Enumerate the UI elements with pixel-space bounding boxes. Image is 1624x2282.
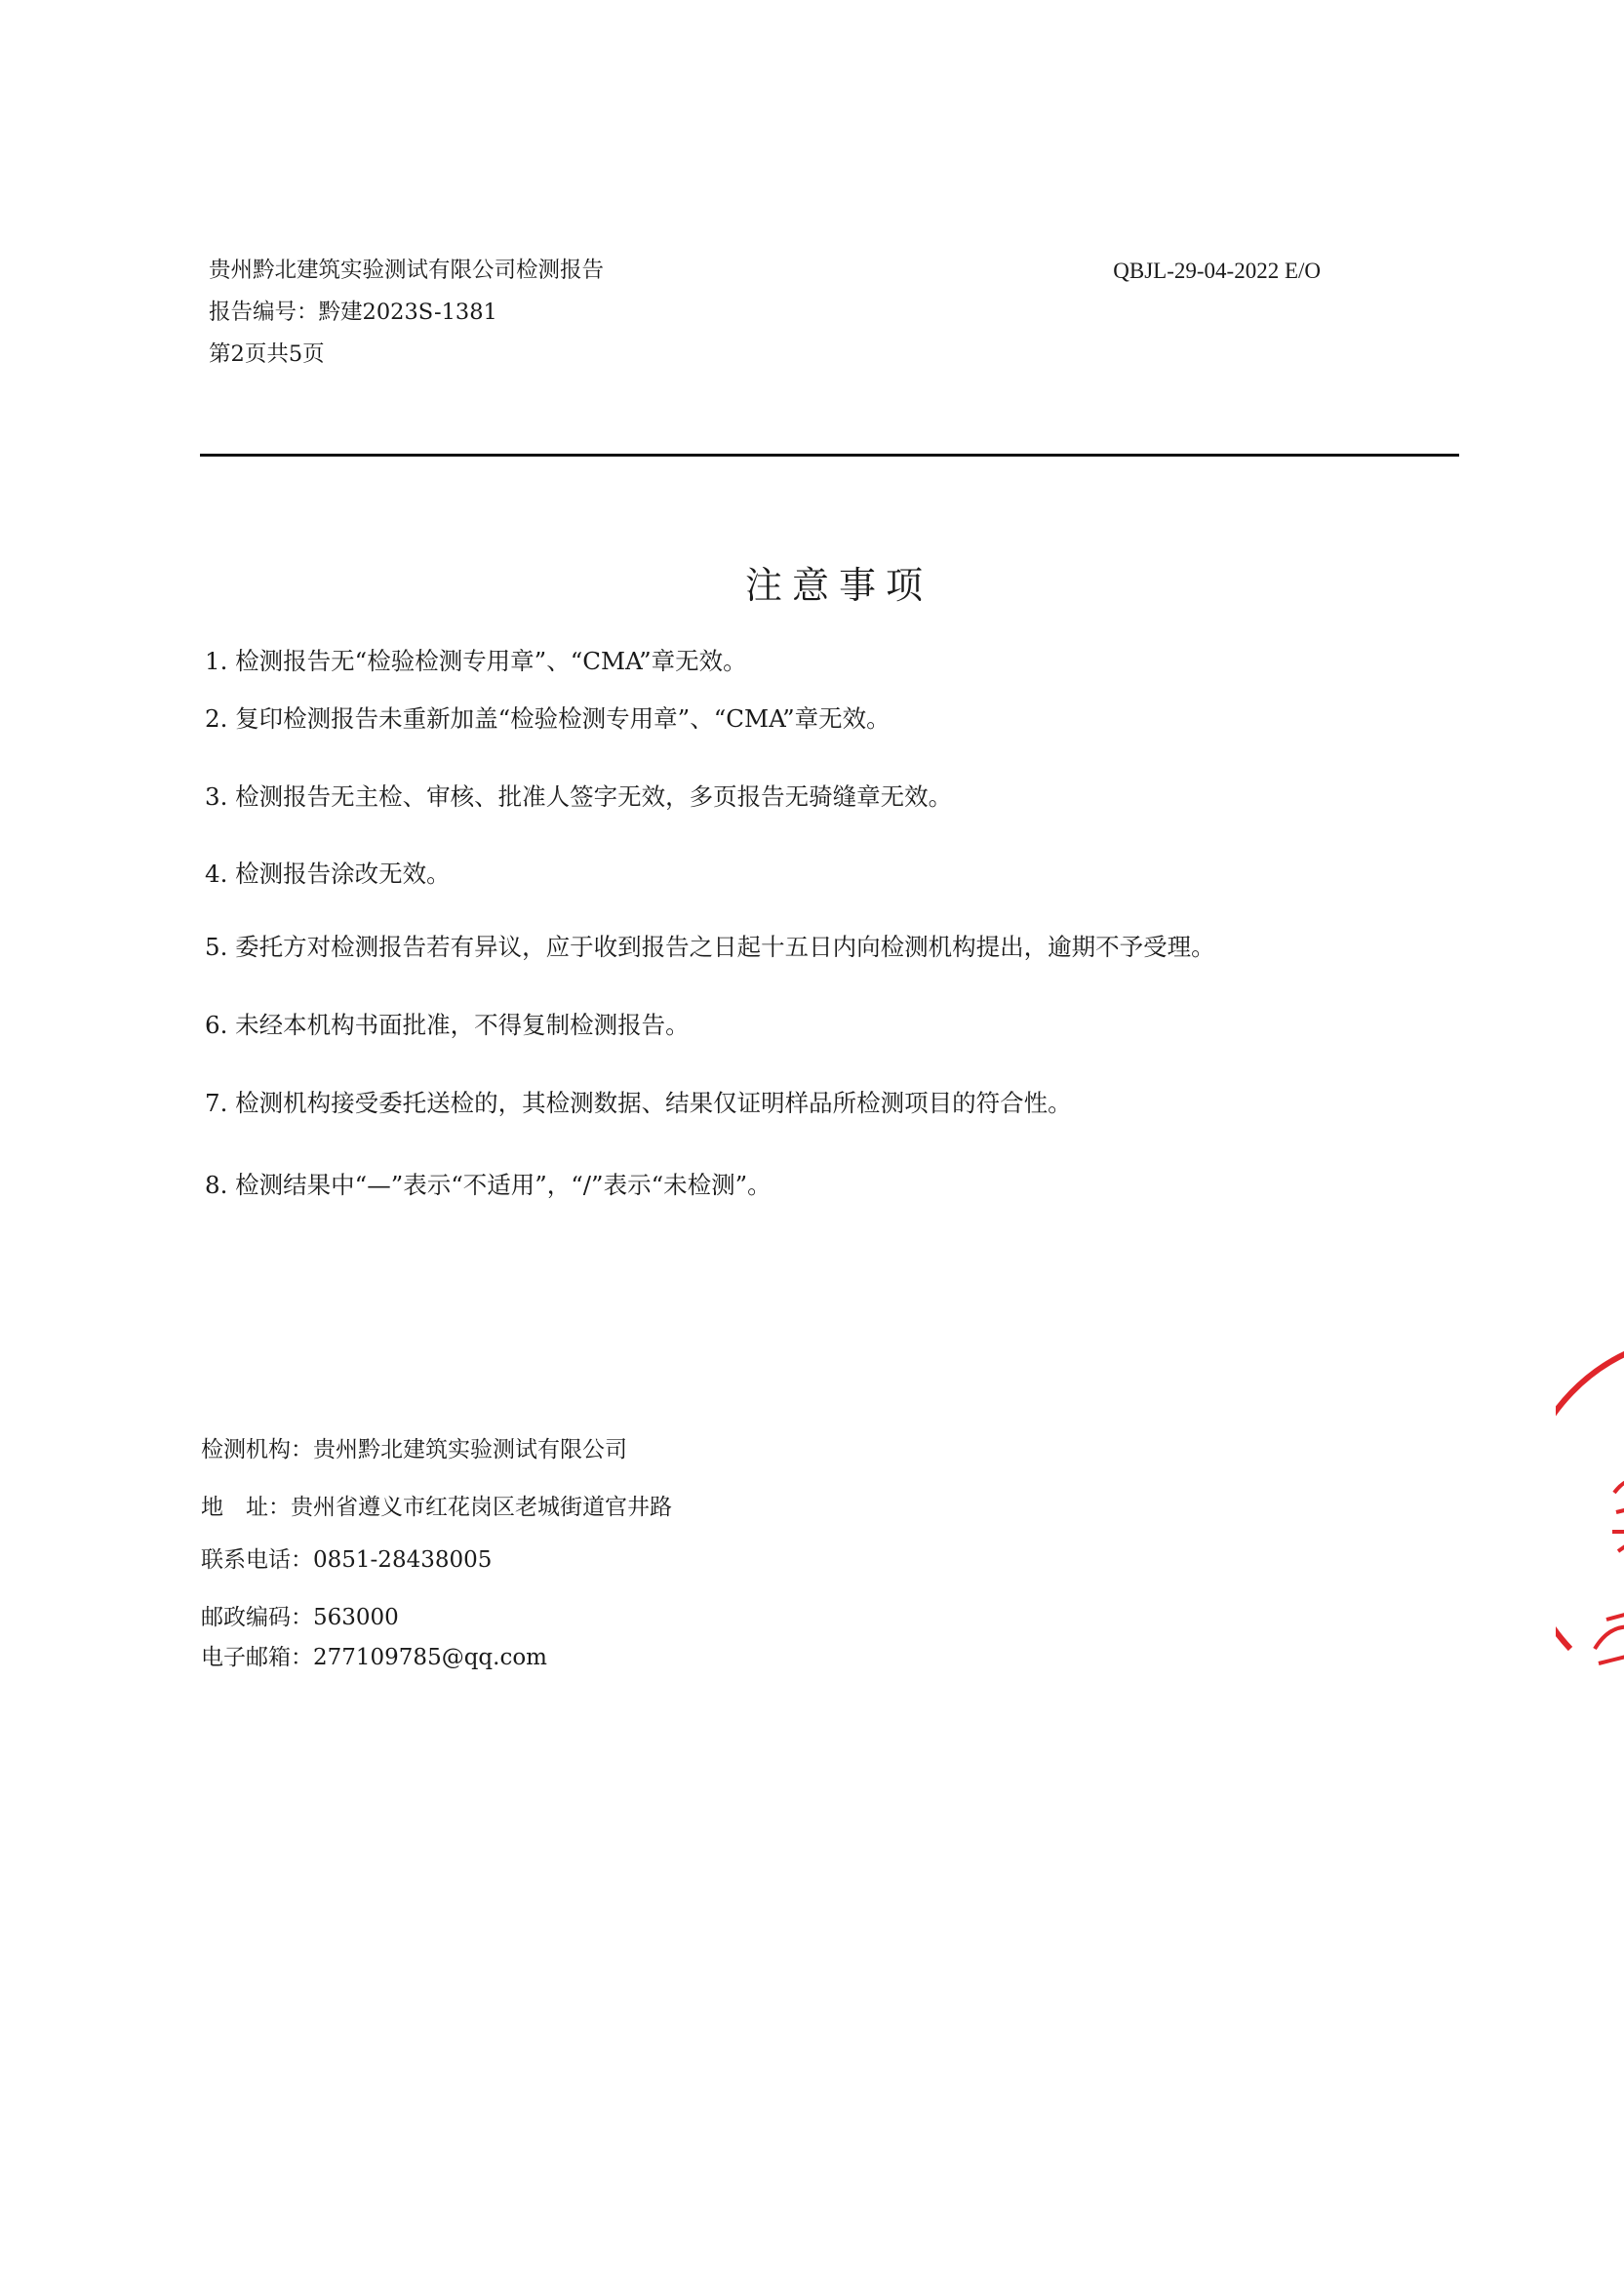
- notice-item: 2. 复印检测报告未重新加盖“检验检测专用章”、“CMA”章无效。: [205, 704, 891, 733]
- contact-postcode-label: 邮政编码：: [201, 1605, 313, 1630]
- seal-outer-ring: [1556, 1346, 1624, 1649]
- contact-email-value: 277109785@qq.com: [313, 1645, 547, 1670]
- notice-item: 7. 检测机构接受委托送检的，其检测数据、结果仅证明样品所检测项目的符合性。: [205, 1089, 1072, 1117]
- notice-item: 5. 委托方对检测报告若有异议，应于收到报告之日起十五日内向检测机构提出，逾期不予受理。: [205, 933, 1215, 961]
- contact-address: [201, 1491, 672, 1524]
- seal-shape: [1556, 1346, 1624, 1663]
- page-info: 第2页共5页: [209, 341, 325, 367]
- notice-item: 4. 检测报告涂改无效。: [205, 860, 451, 888]
- contact-org: [201, 1433, 627, 1466]
- contact-phone-value: 0851-28438005: [313, 1547, 493, 1573]
- page-title: 注意事项: [744, 564, 932, 607]
- notice-item: 3. 检测报告无主检、审核、批准人签字无效，多页报告无骑缝章无效。: [205, 782, 953, 811]
- document-code: QBJL-29-04-2022 E/O: [1113, 259, 1321, 283]
- contact-address-label: 地 址：: [201, 1495, 291, 1520]
- contact-email-label: 电子邮箱：: [201, 1645, 313, 1670]
- contact-postcode-value: 563000: [313, 1605, 399, 1630]
- contact-org-value: 贵州黔北建筑实验测试有限公司: [313, 1437, 627, 1462]
- contact-org-label: 检测机构：: [201, 1437, 313, 1462]
- contact-postcode: [201, 1601, 399, 1634]
- seal-inner-glyphs: [1595, 1612, 1624, 1663]
- company-report-title: 贵州黔北建筑实验测试有限公司检测报告: [209, 258, 605, 283]
- report-header: [209, 250, 604, 376]
- contact-phone-label: 联系电话：: [201, 1547, 313, 1573]
- contact-email: [201, 1641, 547, 1674]
- notice-item: 8. 检测结果中“—”表示“不适用”，“/”表示“未检测”。: [205, 1171, 772, 1199]
- header-divider: [200, 454, 1459, 457]
- contact-address-value: 贵州省遵义市红花岗区老城街道官井路: [291, 1495, 672, 1520]
- notice-item: 1. 检测报告无“检验检测专用章”、“CMA”章无效。: [205, 647, 747, 675]
- contact-phone: [201, 1543, 492, 1577]
- seal-inner-glyphs: [1612, 1481, 1624, 1552]
- notice-item: 6. 未经本机构书面批准，不得复制检测报告。: [205, 1011, 690, 1039]
- official-seal-stamp: [1556, 1327, 1624, 1698]
- report-number: 报告编号：黔建2023S-1381: [209, 300, 497, 325]
